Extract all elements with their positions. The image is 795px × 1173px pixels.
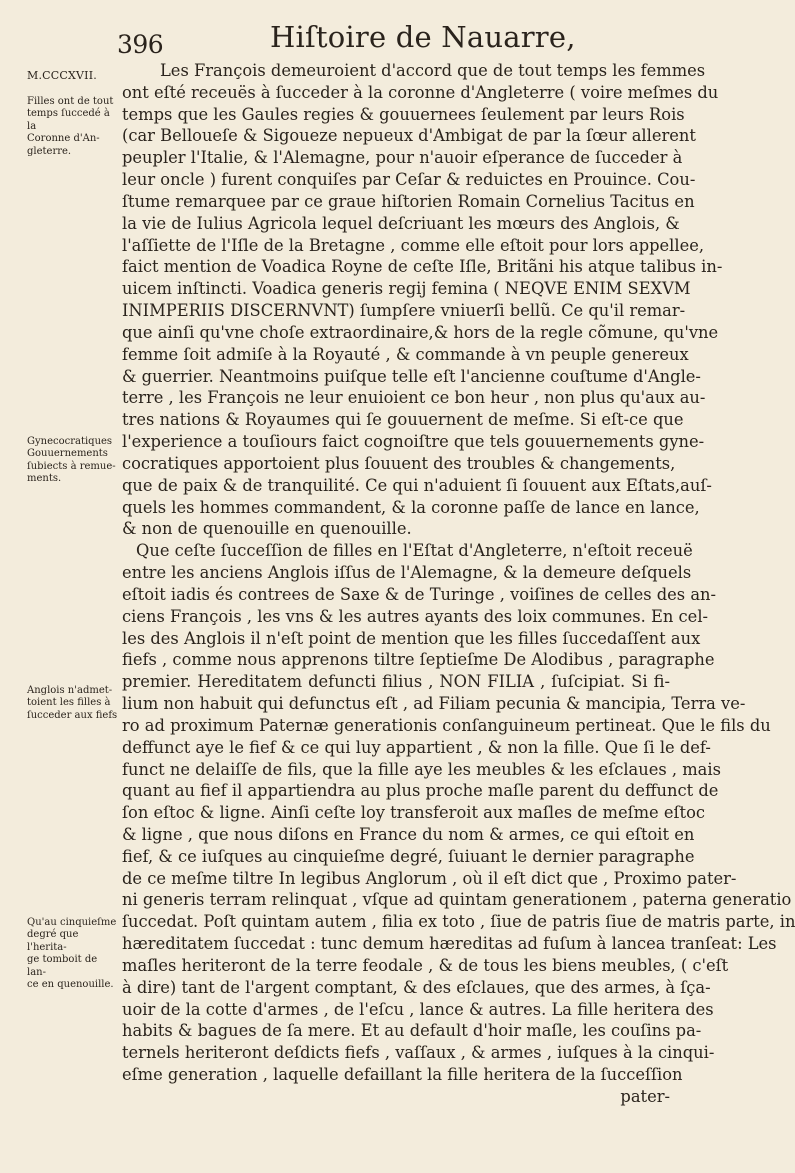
body-line: leur oncle ) furent conquiſes par Ceſar & reduictes en Prouince. Cou- bbox=[122, 170, 696, 190]
margin-note: Qu'au cinquieſme degré que l'herita- ge tomboit de lan- ce en quenouille. bbox=[27, 917, 117, 991]
body-line: eſtoit iadis és contrees de Saxe & de Turinge , voiſines de celles des an- bbox=[122, 584, 717, 604]
page-number: 396 bbox=[117, 30, 164, 59]
body-line: habits & bagues de ſa mere. Et au default d'hoir maſle, les couſins pa- bbox=[122, 1021, 702, 1041]
body-line: INIMPERIIS DISCERNVNT) ſumpſere vniuerſi bellũ. Ce qu'il remar- bbox=[122, 301, 686, 321]
body-line: terre , les François ne leur enuioient ce bon heur , non plus qu'aux au- bbox=[122, 388, 706, 408]
margin-year: M.CCCXVII. bbox=[27, 69, 97, 82]
body-line: (car Belloueſe & Sigoueze nepueux d'Ambigat de par la ſœur allerent bbox=[122, 126, 696, 146]
body-line: Que ceſte ſucceſſion de filles en l'Eſtat d'Angleterre, n'eſtoit receuë bbox=[136, 541, 693, 561]
body-line: eſme generation , laquelle defaillant la fille heritera de la ſucceſſion bbox=[122, 1065, 683, 1085]
running-title: Hiſtoire de Nauarre, bbox=[270, 20, 576, 54]
body-line: ſon eſtoc & ligne. Ainſi ceſte loy transferoit aux maſles de meſme eſtoc bbox=[122, 803, 705, 823]
body-line: uicem inſtincti. Voadica generis regij femina ( NEQVE ENIM SEXVM bbox=[122, 279, 691, 299]
body-line: entre les anciens Anglois iſſus de l'Alemagne, & la demeure deſquels bbox=[122, 563, 692, 583]
body-line: premier. Hereditatem defuncti filius , NON FILIA , ſuſcipiat. Si fi- bbox=[122, 672, 670, 692]
body-line: uoir de la cotte d'armes , de l'eſcu , lance & autres. La fille heritera des bbox=[122, 999, 714, 1019]
body-line: de ce meſme tiltre In legibus Anglorum , où il eſt dict que , Proximo pater- bbox=[122, 868, 737, 888]
body-line: l'experience a touſiours faict cognoiſtre que tels gouuernements gyne- bbox=[122, 432, 705, 452]
body-line: quant au fief il appartiendra au plus proche maſle parent du deffunct de bbox=[122, 781, 719, 801]
body-line: à dire) tant de l'argent comptant, & des eſclaues, que des armes, à ſça- bbox=[122, 977, 711, 997]
margin-note: Filles ont de tout temps ſuccedé à la Coronne d'An- gleterre. bbox=[27, 96, 114, 157]
body-line: la vie de Iulius Agricola lequel deſcriuant les mœurs des Anglois, & bbox=[122, 213, 680, 233]
body-line: ſtume remarquee par ce graue hiſtorien Romain Cornelius Tacitus en bbox=[122, 191, 695, 211]
body-line: ciens François , les vns & les autres ayants des loix communes. En cel- bbox=[122, 606, 709, 626]
body-line: quels les hommes commandent, & la coronne paſſe de lance en lance, bbox=[122, 497, 700, 517]
body-line: & non de quenouille en quenouille. bbox=[122, 519, 412, 539]
margin-note: Gynecocratiques Gouuernements ſubiects à remue- ments. bbox=[27, 436, 116, 485]
body-line: ro ad proximum Paternæ generationis conſanguineum pertineat. Que le fils du bbox=[122, 715, 771, 735]
body-line: que de paix & de tranquilité. Ce qui n'aduient ſi ſouuent aux Eſtats,auſ- bbox=[122, 475, 712, 495]
body-line: l'aſſiette de l'Iſle de la Bretagne , comme elle eſtoit pour lors appellee, bbox=[122, 235, 705, 255]
body-line: ternels heriteront deſdicts fiefs , vaſſaux , & armes , iuſques à la cinqui- bbox=[122, 1043, 715, 1063]
body-line: peupler l'Italie, & l'Alemagne, pour n'auoir eſperance de ſucceder à bbox=[122, 148, 683, 168]
body-line: faict mention de Voadica Royne de ceſte Iſle, Britãni his atque talibus in- bbox=[122, 257, 723, 277]
body-line: Les François demeuroient d'accord que de tout temps les femmes bbox=[160, 61, 706, 80]
body-line: les des Anglois il n'eſt point de mention que les filles ſuccedaſſent aux bbox=[122, 628, 701, 648]
body-line: femme ſoit admiſe à la Royauté , & commande à vn peuple genereux bbox=[122, 344, 689, 364]
body-line: & ligne , que nous diſons en France du nom & armes, ce qui eſtoit en bbox=[122, 824, 695, 844]
body-line: temps que les Gaules regies & gouuernees ſeulement par leurs Rois bbox=[122, 104, 685, 124]
body-line: que ainſi qu'vne choſe extraordinaire,& hors de la regle cõmune, qu'vne bbox=[122, 322, 719, 342]
body-line: lium non habuit qui defunctus eſt , ad Filiam pecunia & mancipia, Terra ve- bbox=[122, 694, 746, 714]
body-line: & guerrier. Neantmoins puiſque telle eſt l'ancienne couſtume d'Angle- bbox=[122, 366, 701, 386]
body-line: ont eſté receuës à ſucceder à la coronne d'Angleterre ( voire meſmes du bbox=[122, 82, 719, 102]
body-line: ni generis terram relinquat , vſque ad quintam generationem , paterna generatio bbox=[122, 890, 792, 910]
margin-note: Anglois n'admet- toient les filles à ſucceder aux fiefs bbox=[27, 685, 118, 721]
body-text bbox=[122, 60, 795, 1108]
body-line: fief, & ce iuſques au cinquieſme degré, ſuiuant le dernier paragraphe bbox=[122, 846, 695, 866]
body-line: fiefs , comme nous apprenons tiltre ſeptieſme De Alodibus , paragraphe bbox=[122, 650, 715, 670]
body-line: funct ne delaiſſe de fils, que la fille aye les meubles & les eſclaues , mais bbox=[122, 759, 721, 779]
body-line: hæreditatem ſuccedat : tunc demum hæreditas ad fuſum à lancea tranſeat: Les bbox=[122, 934, 777, 954]
body-line: pater- bbox=[620, 1086, 670, 1106]
body-line: deffunct aye le fief & ce qui luy appartient , & non la fille. Que ſi le def- bbox=[122, 737, 711, 757]
body-line: cocratiques apportoient plus ſouuent des troubles & changements, bbox=[122, 453, 676, 473]
body-line: ſuccedat. Poſt quintam autem , filia ex toto , ſiue de patris ſiue de matris parte, in bbox=[122, 912, 795, 932]
body-line: tres nations & Royaumes qui ſe gouuernent de meſme. Si eſt-ce que bbox=[122, 410, 684, 430]
body-line: maſles heriteront de la terre feodale , & de tous les biens meubles, ( c'eſt bbox=[122, 955, 729, 975]
